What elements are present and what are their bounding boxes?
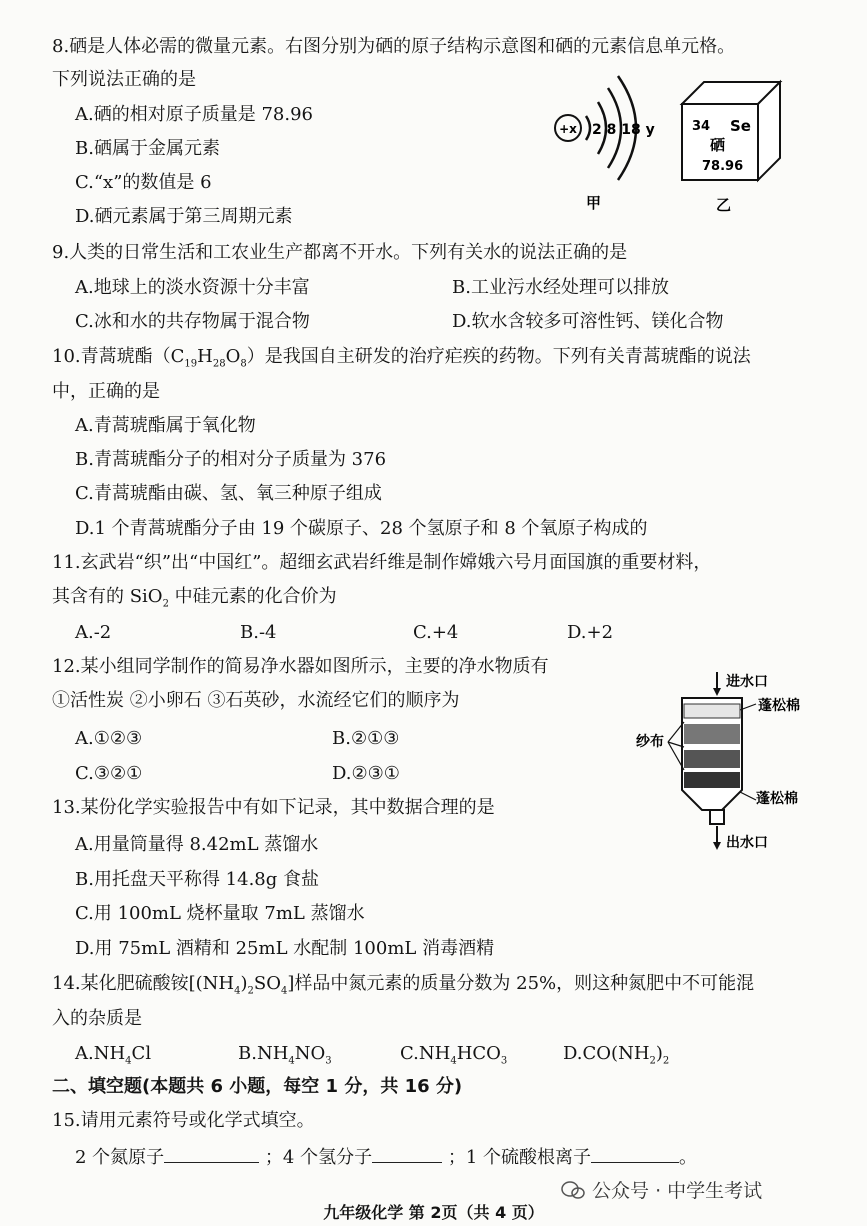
q15-end: 。 — [679, 1147, 698, 1168]
element-cell-label: 乙 — [716, 196, 732, 214]
q11-option-c[interactable]: C.+4 — [413, 622, 459, 643]
q13-option-b[interactable]: B.用托盘天平称得 14.8g 食盐 — [75, 869, 319, 890]
q9-option-d[interactable]: D.软水含较多可溶性钙、镁化合物 — [452, 311, 724, 332]
q10-stem-2: 中，正确的是 — [52, 381, 160, 402]
q12-option-d[interactable]: D.②③① — [332, 763, 400, 784]
q12-stem: 12.某小组同学制作的简易净水器如图所示，主要的净水物质有 — [52, 656, 549, 677]
q11-stem-2: 其含有的 SiO$_2$ 中硅元素的化合价为 — [52, 586, 337, 610]
q9-stem: 9.人类的日常生活和工农业生产都离不开水。下列有关水的说法正确的是 — [52, 242, 628, 263]
page-footer: 九年级化学 第 2页（共 4 页） — [323, 1203, 544, 1222]
q14-option-d[interactable]: $D.CO(NH_2)_2$ — [563, 1043, 670, 1067]
answer-blank-3[interactable] — [591, 1148, 679, 1163]
section-2-heading: 二、填空题(本题共 6 小题，每空 1 分，共 16 分) — [52, 1076, 463, 1097]
q13-stem: 13.某份化学实验报告中有如下记录，其中数据合理的是 — [52, 797, 495, 818]
selenium-atom-diagram — [548, 74, 674, 216]
q10-option-d[interactable]: D.1 个青蒿琥酯分子由 19 个碳原子、28 个氢原子和 8 个氧原子构成的 — [75, 518, 648, 539]
q10-option-c[interactable]: C.青蒿琥酯由碳、氢、氧三种原子组成 — [75, 483, 382, 504]
q14-option-b[interactable]: $B.NH_4NO_3$ — [238, 1043, 332, 1067]
q10-stem: 10.青蒿琥酯$(C_{19}H_{28}O_8)$是我国自主研发的治疗疟疾的药物。下列有关青蒿琥酯的说法 — [52, 346, 751, 370]
q8-option-b[interactable]: B.硒属于金属元素 — [75, 138, 220, 159]
q10-option-b[interactable]: B.青蒿琥酯分子的相对分子质量为 376 — [75, 449, 387, 470]
q8-option-c[interactable]: C.“x”的数值是 6 — [75, 172, 212, 193]
cotton-top-label: 蓬松棉 — [758, 698, 800, 714]
q9-option-a[interactable]: A.地球上的淡水资源十分丰富 — [75, 277, 310, 298]
q8-option-a[interactable]: A.硒的相对原子质量是 78.96 — [75, 104, 313, 125]
gauze-label: 纱布 — [636, 734, 664, 750]
inlet-label: 进水口 — [726, 674, 768, 690]
q14-stem-2: 入的杂质是 — [52, 1008, 142, 1029]
q12-option-b[interactable]: B.②①③ — [332, 728, 400, 749]
q9-option-c[interactable]: C.冰和水的共存物属于混合物 — [75, 311, 310, 332]
q13-option-c[interactable]: C.用 100mL 烧杯量取 7mL 蒸馏水 — [75, 903, 365, 924]
electron-shells: 2 8 18 y — [592, 122, 655, 138]
q15-prompt-2: ；4 个氢分子 — [264, 1147, 373, 1168]
atomic-number: 34 — [692, 119, 711, 134]
selenium-element-cell — [676, 78, 790, 214]
watermark — [560, 1176, 762, 1203]
q15-stem: 15.请用元素符号或化学式填空。 — [52, 1110, 315, 1131]
q10-option-a[interactable]: A.青蒿琥酯属于氧化物 — [75, 415, 256, 436]
q11-option-a[interactable]: A.-2 — [75, 622, 112, 643]
q8-option-d[interactable]: D.硒元素属于第三周期元素 — [75, 206, 293, 227]
q14-option-a[interactable]: $A.NH_4Cl$ — [75, 1043, 152, 1067]
q11-option-b[interactable]: B.-4 — [240, 622, 277, 643]
q11-stem: 11.玄武岩“织”出“中国红”。超细玄武岩纤维是制作嫦娥六号月面国旗的重要材料， — [52, 552, 712, 573]
q15-blanks-line — [75, 1147, 697, 1169]
water-purifier-diagram — [636, 670, 832, 854]
answer-blank-1[interactable] — [164, 1148, 259, 1163]
q8-stem: 8.硒是人体必需的微量元素。右图分别为硒的原子结构示意图和硒的元素信息单元格。 — [52, 36, 736, 57]
atom-diagram-label: 甲 — [586, 194, 602, 212]
watermark-text: 公众号 · 中学生考试 — [592, 1180, 763, 1202]
q12-option-a[interactable]: A.①②③ — [75, 728, 143, 749]
q13-option-a[interactable]: A.用量筒量得 8.42mL 蒸馏水 — [75, 834, 319, 855]
atomic-mass: 78.96 — [702, 159, 744, 174]
nucleus-charge: +x — [559, 122, 577, 136]
answer-blank-2[interactable] — [372, 1148, 442, 1163]
element-symbol: Se — [730, 117, 751, 135]
cotton-bottom-label: 蓬松棉 — [756, 791, 798, 807]
q11-option-d[interactable]: D.+2 — [567, 622, 614, 643]
q12-option-c[interactable]: C.③②① — [75, 763, 143, 784]
q9-option-b[interactable]: B.工业污水经处理可以排放 — [452, 277, 669, 298]
element-name: 硒 — [710, 136, 726, 154]
q12-stem-2: ①活性炭 ②小卵石 ③石英砂，水流经它们的顺序为 — [52, 690, 460, 711]
wechat-icon — [560, 1180, 586, 1200]
q8-stem-2: 下列说法正确的是 — [52, 69, 196, 90]
q14-stem: 14.某化肥硫酸铵$[(NH_4)_2SO_4]$样品中氮元素的质量分数为 25%，则这种氮肥中不可能混 — [52, 973, 755, 997]
outlet-label: 出水口 — [726, 835, 768, 851]
q15-prompt-3: ；1 个硫酸根离子 — [447, 1147, 592, 1168]
q14-option-c[interactable]: $C.NH_4HCO_3$ — [400, 1043, 508, 1067]
q15-prompt-1: 2 个氮原子 — [75, 1147, 165, 1168]
q13-option-d[interactable]: D.用 75mL 酒精和 25mL 水配制 100mL 消毒酒精 — [75, 938, 495, 959]
